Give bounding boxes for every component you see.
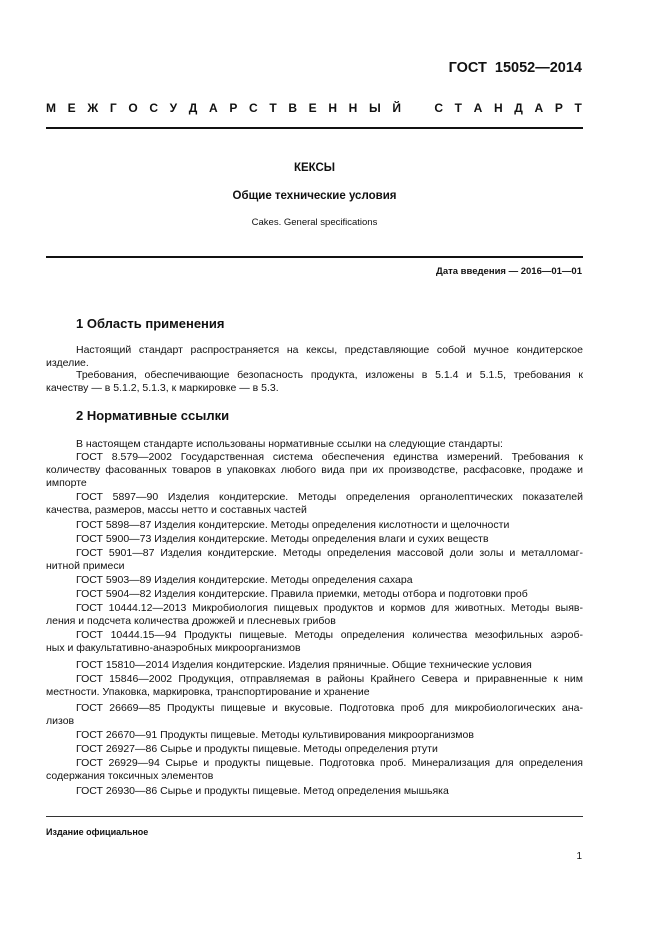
heading-letter: С — [248, 101, 258, 115]
heading-letter: Е — [308, 101, 317, 115]
heading-letter: Д — [188, 101, 198, 115]
reference-item: ГОСТ 5903—89 Изделия кондитерские. Методы определения сахара — [76, 574, 413, 586]
heading-letter: Р — [229, 101, 238, 115]
reference-item: ГОСТ 5901—87 Изделия кондитерские. Методы определения массовой доли золы и металломаг- нитной примеси — [46, 547, 583, 572]
reference-item: ГОСТ 10444.15—94 Продукты пищевые. Методы определения количества мезофильных аэроб- ных и факультативно-анаэробных микроорганизмов — [46, 629, 583, 654]
heading-letter: С — [434, 101, 443, 115]
heading-letter: В — [288, 101, 297, 115]
section-2-heading: 2 Нормативные ссылки — [76, 408, 230, 423]
reference-item: ГОСТ 10444.12—2013 Микробиология пищевых продуктов и кормов для животных. Методы выяв- ления и подсчета количества дрожжей и плесневых грибов — [46, 602, 583, 627]
introduction-date: Дата введения — 2016—01—01 — [436, 266, 582, 277]
reference-item: ГОСТ 26927—86 Сырье и продукты пищевые. Методы определения ртути — [76, 743, 438, 755]
heading-letter: У — [169, 101, 178, 115]
heading-letter: Н — [493, 101, 503, 115]
heading-letter: Д — [514, 101, 523, 115]
reference-item: ГОСТ 15846—2002 Продукция, отправляемая в районы Крайнего Севера и приравненные к ним местности. Упаковка, маркировка, транспортирование и хранение — [46, 673, 583, 698]
header-rule — [46, 127, 583, 129]
heading-letter: М — [46, 101, 56, 115]
official-edition-label: Издание официальное — [46, 827, 149, 837]
heading-letter: Т — [269, 101, 277, 115]
reference-item: ГОСТ 8.579—2002 Государственная система обеспечения единства измерений. Требования к количеству фасованных товаров в упаковках любого вида при их производстве, расфасовке, продаже и импорте — [46, 451, 583, 489]
heading-letter: О — [128, 101, 138, 115]
section-1-heading: 1 Область применения — [76, 316, 225, 331]
heading-letter: Р — [554, 101, 563, 115]
heading-letter: Т — [454, 101, 462, 115]
page-number: 1 — [576, 851, 582, 862]
references-intro: В настоящем стандарте использованы нормативные ссылки на следующие стандарты: — [76, 438, 503, 450]
document-english-title: Cakes. General specifications — [251, 217, 378, 228]
reference-item: ГОСТ 15810—2014 Изделия кондитерские. Изделия пряничные. Общие технические условия — [76, 659, 532, 671]
reference-item: ГОСТ 5898—87 Изделия кондитерские. Методы определения кислотности и щелочности — [76, 519, 510, 531]
word-gap — [413, 101, 423, 115]
heading-letter: Ы — [368, 101, 381, 115]
title-rule — [46, 256, 583, 258]
document-title: КЕКСЫ — [293, 162, 336, 174]
heading-letter: Н — [348, 101, 358, 115]
reference-item: ГОСТ 5897—90 Изделия кондитерские. Методы определения органолептических показателей качества, размеров, массы нетто и составных частей — [46, 491, 583, 516]
reference-item: ГОСТ 26670—91 Продукты пищевые. Методы культивирования микроорганизмов — [76, 729, 474, 741]
reference-item: ГОСТ 26669—85 Продукты пищевые и вкусовые. Подготовка проб для микробиологических ана- лизов — [46, 702, 583, 727]
heading-letter: А — [534, 101, 544, 115]
heading-letter: Й — [392, 101, 401, 115]
heading-letter: Е — [67, 101, 76, 115]
reference-item: ГОСТ 26929—94 Сырье и продукты пищевые. Подготовка проб. Минерализация для определения содержания токсичных элементов — [46, 757, 583, 782]
standard-type-heading — [46, 101, 582, 115]
heading-letter: Н — [328, 101, 337, 115]
document-subtitle: Общие технические условия — [232, 190, 397, 202]
reference-item: ГОСТ 5900—73 Изделия кондитерские. Методы определения влаги и сухих веществ — [76, 533, 489, 545]
document-number: ГОСТ 15052—2014 — [448, 60, 582, 76]
heading-letter: Ж — [87, 101, 99, 115]
heading-letter: Г — [109, 101, 117, 115]
section-1-paragraph-2: Требования, обеспечивающие безопасность продукта, изложены в 5.1.4 и 5.1.5, требования к качеству — в 5.1.2, 5.1.3, к маркировке — в 5.3. — [46, 369, 583, 394]
section-1-paragraph-1: Настоящий стандарт распространяется на кексы, представляющие собой мучное кондитерское изделие. — [46, 344, 583, 369]
footer-rule — [46, 816, 583, 817]
heading-letter: А — [473, 101, 483, 115]
heading-letter: А — [208, 101, 218, 115]
heading-letter: Т — [574, 101, 582, 115]
reference-item: ГОСТ 5904—82 Изделия кондитерские. Правила приемки, методы отбора и подготовки проб — [76, 588, 528, 600]
heading-letter: С — [149, 101, 158, 115]
reference-item: ГОСТ 26930—86 Сырье и продукты пищевые. Метод определения мышьяка — [76, 785, 449, 797]
